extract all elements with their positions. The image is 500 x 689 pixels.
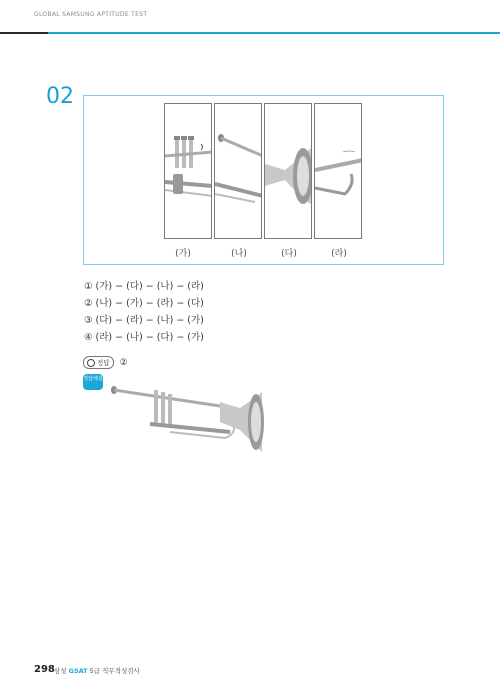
magnifier-icon: [87, 359, 95, 367]
page-number: 298: [34, 664, 55, 675]
panel-ga-image: [164, 103, 212, 239]
answer-badge: [83, 356, 114, 369]
header-rule-dark: [0, 32, 48, 34]
footer-brand-suffix: 5급 직무적성검사: [87, 667, 140, 675]
option-3[interactable]: ③ (다) − (라) − (나) − (가): [84, 315, 204, 326]
running-header: GLOBAL SAMSUNG APTITUDE TEST: [34, 11, 148, 18]
header-rule-accent: [48, 32, 500, 34]
footer-brand-highlight: GSAT: [68, 667, 88, 675]
answer-value: ②: [119, 357, 128, 368]
option-4[interactable]: ④ (라) − (나) − (다) − (가): [84, 332, 204, 343]
panel-da-image: [264, 103, 312, 239]
question-number: 02: [46, 84, 74, 109]
answer-row: [83, 356, 128, 369]
panel-label-ga: (가): [175, 249, 191, 259]
panel-label-na: (나): [231, 249, 247, 259]
panel-label-ra: (라): [331, 249, 347, 259]
panel-label-da: (다): [281, 249, 297, 259]
answer-badge-label: 정답: [97, 359, 110, 367]
explanation-icon: 정답해설: [83, 374, 103, 390]
option-2[interactable]: ② (나) − (가) − (라) − (다): [84, 298, 204, 309]
footer-brand-prefix: 삼성: [54, 667, 69, 675]
footer-brand: [54, 666, 140, 675]
assembled-trumpet-image: [110, 382, 270, 466]
option-1[interactable]: ① (가) − (다) − (나) − (라): [84, 281, 204, 292]
panel-na-image: [214, 103, 262, 239]
panel-ra-image: [314, 103, 362, 239]
